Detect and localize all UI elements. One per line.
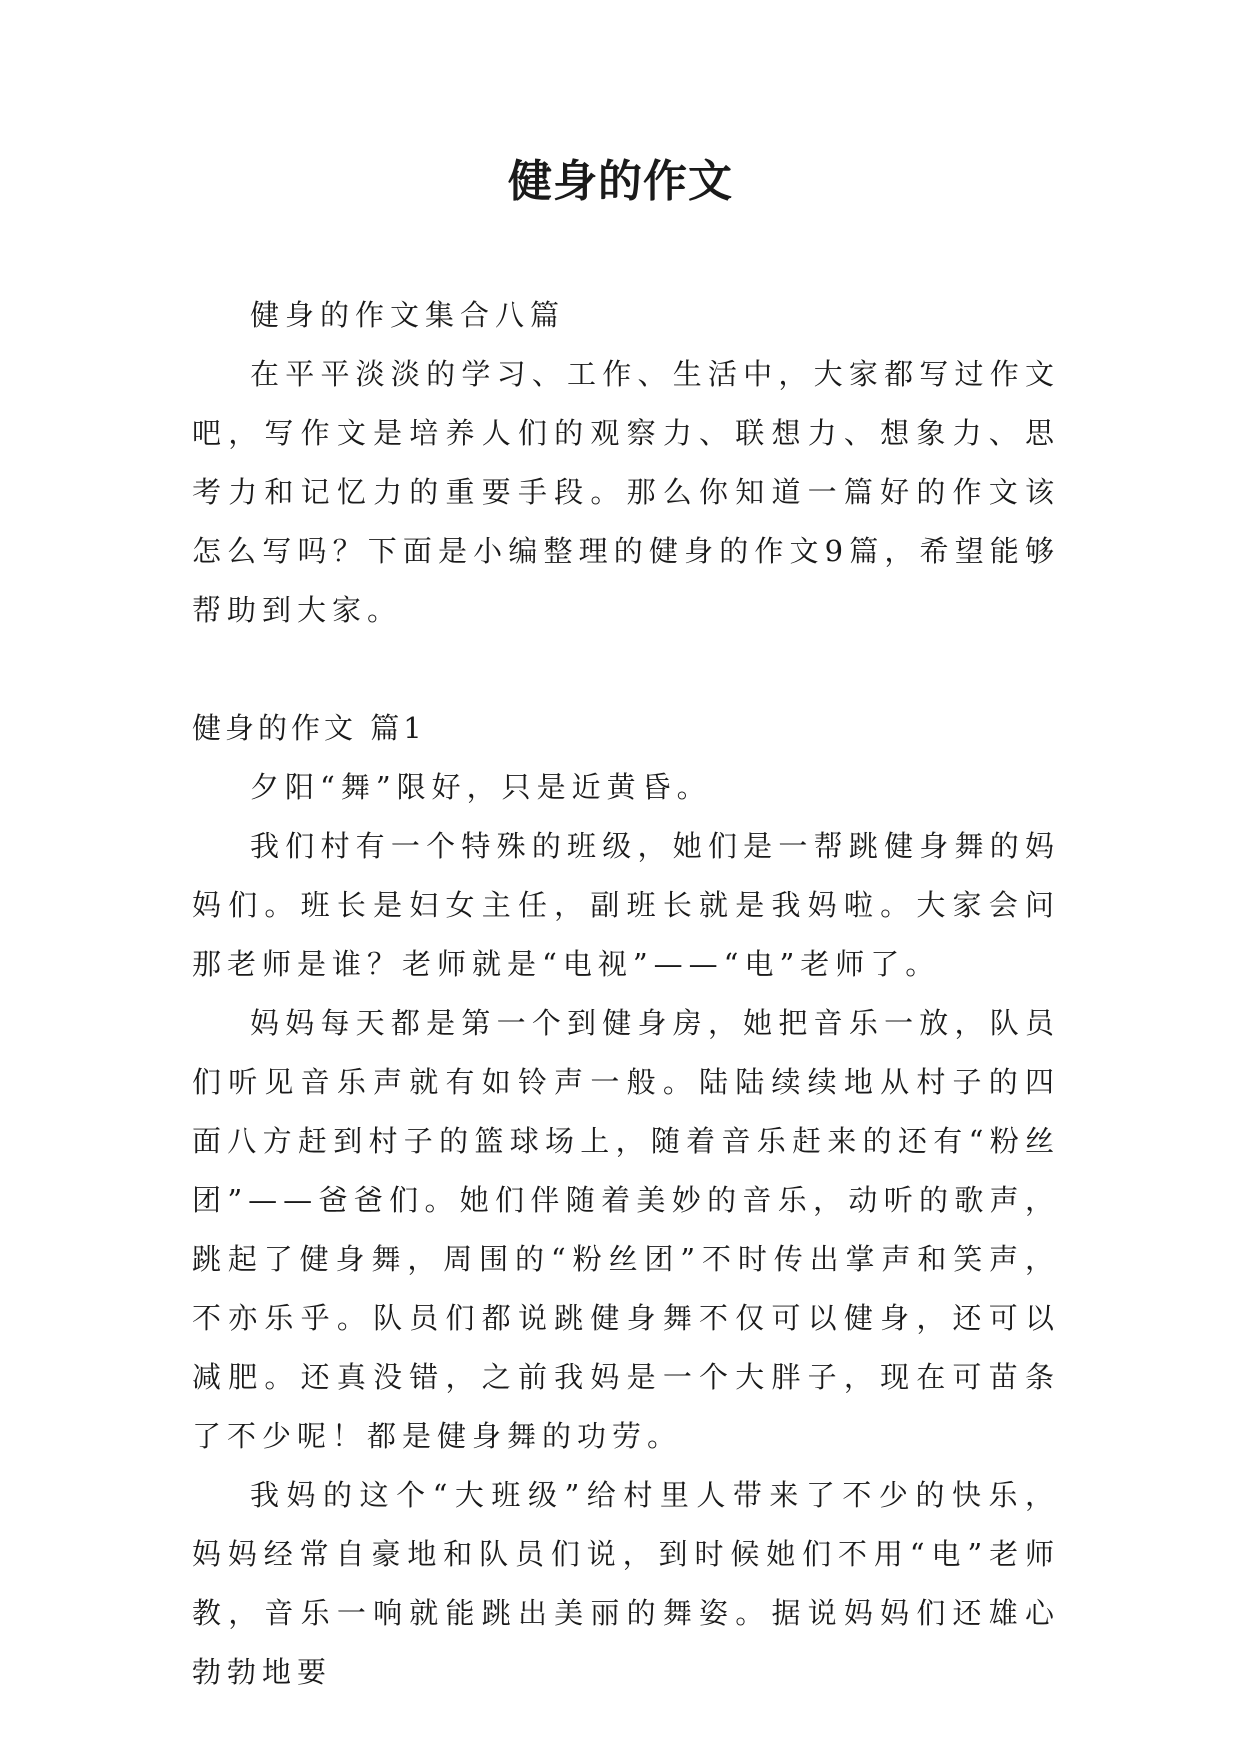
body-paragraph-2: 我们村有一个特殊的班级，她们是一帮跳健身舞的妈妈们。班长是妇女主任，副班长就是我妈啦。大家会问那老师是谁？老师就是“电视”——“电”老师了。 bbox=[192, 829, 1060, 981]
body-paragraph-4: 我妈的这个“大班级”给村里人带来了不少的快乐，妈妈经常自豪地和队员们说，到时候她们不用“电”老师教，音乐一响就能跳出美丽的舞姿。据说妈妈们还雄心勃勃地要 bbox=[192, 1478, 1060, 1689]
body-paragraph-1: 夕阳“舞”限好，只是近黄昏。 bbox=[250, 770, 712, 804]
document-title: 健身的作文 bbox=[508, 156, 733, 207]
body-paragraph-3: 妈妈每天都是第一个到健身房，她把音乐一放，队员们听见音乐声就有如铃声一般。陆陆续续地从村子的四面八方赶到村子的篮球场上，随着音乐赶来的还有“粉丝团”——爸爸们。她们伴随着美妙的音乐，动听的歌声，跳起了健身舞，周围的“粉丝团”不时传出掌声和笑声，不亦乐乎。队员们都说跳健身舞不仅可以健身，还可以减肥。还真没错，之前我妈是一个大胖子，现在可苗条了不少呢！都是健身舞的功劳。 bbox=[192, 1006, 1060, 1453]
document-subtitle: 健身的作文集合八篇 bbox=[250, 298, 566, 332]
section-heading: 健身的作文 篇1 bbox=[192, 711, 426, 745]
document-body bbox=[192, 286, 1060, 1702]
intro-paragraph: 在平平淡淡的学习、工作、生活中，大家都写过作文吧，写作文是培养人们的观察力、联想力、想象力、思考力和记忆力的重要手段。那么你知道一篇好的作文该怎么写吗？下面是小编整理的健身的作文9篇，希望能够帮助到大家。 bbox=[192, 357, 1060, 627]
